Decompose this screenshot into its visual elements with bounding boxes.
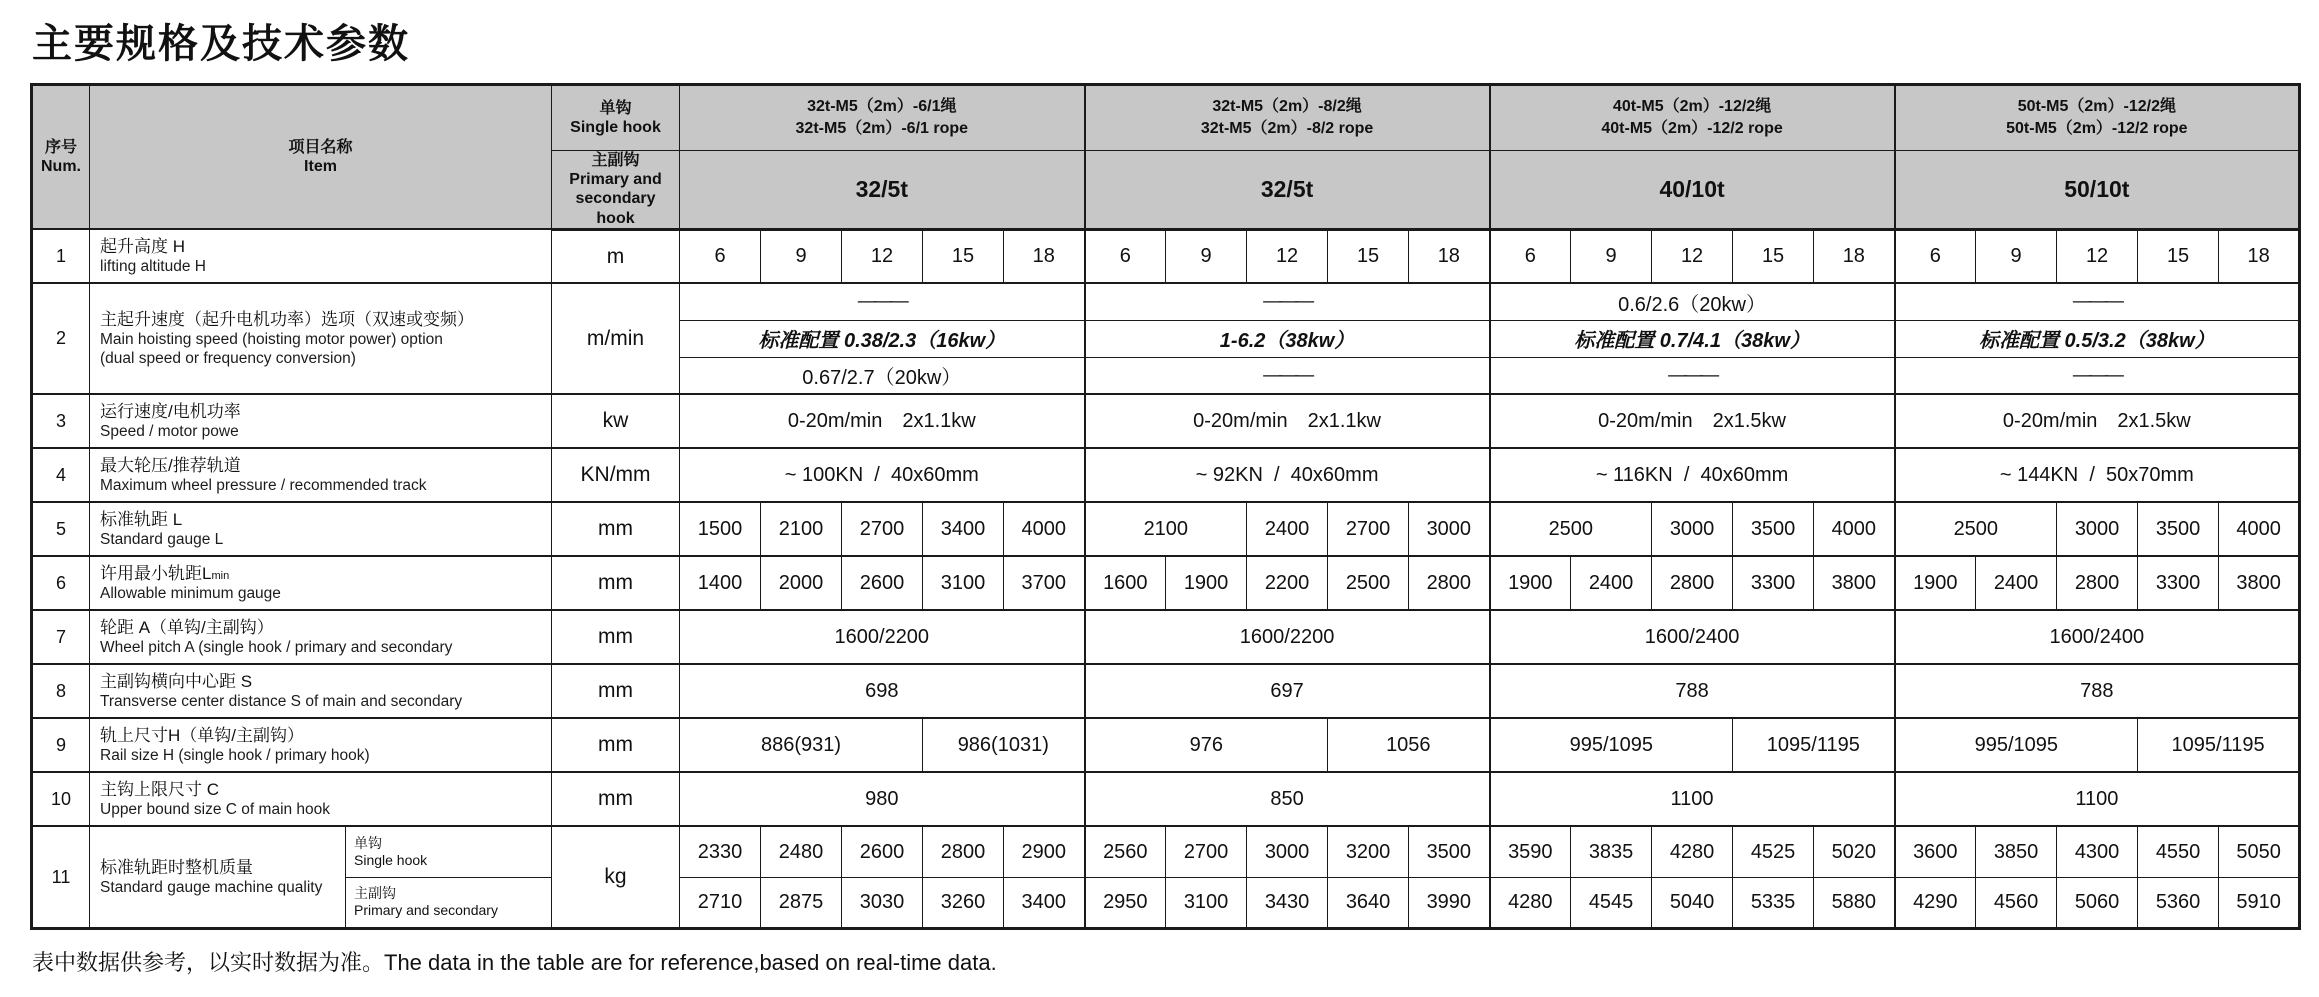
value-cell: 4000 — [1814, 502, 1895, 556]
value-cell: 2800 — [2057, 556, 2138, 610]
value-cell: 3990 — [1409, 877, 1490, 928]
value-cell: 12 — [842, 229, 923, 283]
value-cell: 2500 — [1328, 556, 1409, 610]
value-cell: 15 — [2138, 229, 2219, 283]
row-item-label: 标准轨距时整机质量 Standard gauge machine quality — [90, 826, 346, 928]
table-row-wheel-pitch — [32, 610, 2300, 664]
value-cell: 1095/1195 — [2138, 718, 2300, 772]
value-cell: 3500 — [2138, 502, 2219, 556]
value-cell: ——— — [1085, 357, 1490, 394]
value-cell: ~ 100KN / 40x60mm — [680, 448, 1085, 502]
value-cell: 12 — [1652, 229, 1733, 283]
row-unit: kw — [552, 394, 680, 448]
row-number: 1 — [32, 229, 90, 283]
value-cell: 5050 — [2219, 826, 2300, 877]
value-cell: 12 — [1247, 229, 1328, 283]
row-unit: mm — [552, 556, 680, 610]
value-cell: 2400 — [1976, 556, 2057, 610]
row-item-label: 运行速度/电机功率 Speed / motor powe — [90, 394, 552, 448]
table-row-standard-gauge — [32, 502, 2300, 556]
capacity-header: 32/5t — [1085, 151, 1490, 230]
value-cell: 3590 — [1490, 826, 1571, 877]
value-cell: ——— — [1490, 357, 1895, 394]
value-cell: 3400 — [923, 502, 1004, 556]
value-cell: 1900 — [1166, 556, 1247, 610]
value-cell: ~ 92KN / 40x60mm — [1085, 448, 1490, 502]
value-cell: 1-6.2（38kw） — [1085, 320, 1490, 357]
value-cell: 3300 — [1733, 556, 1814, 610]
value-cell: 1900 — [1490, 556, 1571, 610]
value-cell: 6 — [1490, 229, 1571, 283]
value-cell: 4545 — [1571, 877, 1652, 928]
table-row-wheel-pressure — [32, 448, 2300, 502]
value-cell: 3100 — [923, 556, 1004, 610]
value-cell: 2000 — [761, 556, 842, 610]
value-cell: 850 — [1085, 772, 1490, 826]
value-cell: 2560 — [1085, 826, 1166, 877]
value-cell: 5335 — [1733, 877, 1814, 928]
value-cell: 6 — [680, 229, 761, 283]
value-cell: 2900 — [1004, 826, 1085, 877]
value-cell: ——— — [1895, 357, 2300, 394]
value-cell: 标准配置 0.5/3.2（38kw） — [1895, 320, 2300, 357]
value-cell: 2600 — [842, 826, 923, 877]
table-row-machine-weight-primary-secondary — [32, 877, 2300, 928]
row-number: 2 — [32, 283, 90, 394]
value-cell: 12 — [2057, 229, 2138, 283]
reference-footnote: 表中数据供参考，以实时数据为准。The data in the table are for reference,based on real-time data. — [32, 949, 997, 975]
value-cell: 3100 — [1166, 877, 1247, 928]
group-header-50t-12-2: 50t-M5（2m）-12/2绳 50t-M5（2m）-12/2 rope — [1895, 85, 2300, 151]
table-row-rail-size — [32, 718, 2300, 772]
value-cell: 1095/1195 — [1733, 718, 1895, 772]
row-unit: mm — [552, 664, 680, 718]
row-unit: m/min — [552, 283, 680, 394]
row-number: 11 — [32, 826, 90, 928]
value-cell: 2100 — [761, 502, 842, 556]
value-cell: 0-20m/min 2x1.1kw — [1085, 394, 1490, 448]
value-cell: 1600/2200 — [680, 610, 1085, 664]
value-cell: 2875 — [761, 877, 842, 928]
value-cell: 1600/2400 — [1895, 610, 2300, 664]
table-row-upper-bound — [32, 772, 2300, 826]
value-cell: 5880 — [1814, 877, 1895, 928]
value-cell: 0-20m/min 2x1.5kw — [1490, 394, 1895, 448]
value-cell: 886(931) — [680, 718, 923, 772]
value-cell: 1600/2200 — [1085, 610, 1490, 664]
col-header-single-hook: 单钩 Single hook — [552, 85, 680, 151]
value-cell: 15 — [923, 229, 1004, 283]
value-cell: 1600 — [1085, 556, 1166, 610]
group-header-32t-6-1: 32t-M5（2m）-6/1绳 32t-M5（2m）-6/1 rope — [680, 85, 1085, 151]
value-cell: 995/1095 — [1895, 718, 2138, 772]
value-cell: 0-20m/min 2x1.5kw — [1895, 394, 2300, 448]
value-cell: 5020 — [1814, 826, 1895, 877]
capacity-header: 40/10t — [1490, 151, 1895, 230]
value-cell: 3835 — [1571, 826, 1652, 877]
row-number: 7 — [32, 610, 90, 664]
value-cell: 15 — [1733, 229, 1814, 283]
row-item-label: 主钩上限尺寸 C Upper bound size C of main hook — [90, 772, 552, 826]
table-row-travel-speed — [32, 394, 2300, 448]
value-cell: 698 — [680, 664, 1085, 718]
value-cell: 976 — [1085, 718, 1328, 772]
value-cell: 1100 — [1895, 772, 2300, 826]
value-cell: 9 — [761, 229, 842, 283]
value-cell: 3500 — [1409, 826, 1490, 877]
spec-table — [30, 83, 2301, 930]
value-cell: 18 — [1004, 229, 1085, 283]
value-cell: 5040 — [1652, 877, 1733, 928]
value-cell: 4300 — [2057, 826, 2138, 877]
table-row-center-distance — [32, 664, 2300, 718]
value-cell: 3600 — [1895, 826, 1976, 877]
value-cell: 4000 — [2219, 502, 2300, 556]
value-cell: 15 — [1328, 229, 1409, 283]
row-number: 8 — [32, 664, 90, 718]
row-unit: mm — [552, 772, 680, 826]
value-cell: 18 — [1409, 229, 1490, 283]
value-cell: 1400 — [680, 556, 761, 610]
value-cell: 9 — [1166, 229, 1247, 283]
value-cell: 697 — [1085, 664, 1490, 718]
row-unit: mm — [552, 718, 680, 772]
group-header-40t-12-2: 40t-M5（2m）-12/2绳 40t-M5（2m）-12/2 rope — [1490, 85, 1895, 151]
value-cell: ~ 144KN / 50x70mm — [1895, 448, 2300, 502]
value-cell: 4550 — [2138, 826, 2219, 877]
row-item-label: 主副钩横向中心距 S Transverse center distance S of main and secondary — [90, 664, 552, 718]
value-cell: 3000 — [1247, 826, 1328, 877]
row-item-label: 标准轨距 L Standard gauge L — [90, 502, 552, 556]
value-cell: 2100 — [1085, 502, 1247, 556]
hook-type-label-single: 单钩 Single hook — [346, 826, 552, 877]
row-number: 3 — [32, 394, 90, 448]
value-cell: 3200 — [1328, 826, 1409, 877]
hook-type-label-primary-secondary: 主副钩 Primary and secondary — [346, 877, 552, 928]
value-cell: 9 — [1976, 229, 2057, 283]
row-unit: mm — [552, 610, 680, 664]
row-number: 6 — [32, 556, 90, 610]
value-cell: 2800 — [1409, 556, 1490, 610]
row-number: 10 — [32, 772, 90, 826]
row-number: 4 — [32, 448, 90, 502]
value-cell: ——— — [1895, 283, 2300, 320]
value-cell: 3000 — [1409, 502, 1490, 556]
value-cell: 5360 — [2138, 877, 2219, 928]
value-cell: 2330 — [680, 826, 761, 877]
value-cell: 5910 — [2219, 877, 2300, 928]
capacity-header: 32/5t — [680, 151, 1085, 230]
value-cell: 2700 — [1166, 826, 1247, 877]
value-cell: 4290 — [1895, 877, 1976, 928]
row-item-label: 最大轮压/推荐轨道 Maximum wheel pressure / recommended track — [90, 448, 552, 502]
value-cell: ——— — [1085, 283, 1490, 320]
value-cell: 995/1095 — [1490, 718, 1733, 772]
value-cell: 2600 — [842, 556, 923, 610]
col-header-primary-secondary-hook: 主副钩 Primary and secondary hook — [552, 151, 680, 230]
value-cell: 3000 — [2057, 502, 2138, 556]
capacity-header: 50/10t — [1895, 151, 2300, 230]
row-item-label: 轮距 A（单钩/主副钩） Wheel pitch A (single hook / primary and secondary — [90, 610, 552, 664]
value-cell: 2800 — [1652, 556, 1733, 610]
value-cell: 2480 — [761, 826, 842, 877]
value-cell: ~ 116KN / 40x60mm — [1490, 448, 1895, 502]
value-cell: 788 — [1490, 664, 1895, 718]
row-number: 5 — [32, 502, 90, 556]
table-row-lifting-altitude — [32, 229, 2300, 283]
row-unit: KN/mm — [552, 448, 680, 502]
value-cell: 3700 — [1004, 556, 1085, 610]
value-cell: 4000 — [1004, 502, 1085, 556]
value-cell: 6 — [1085, 229, 1166, 283]
value-cell: 5060 — [2057, 877, 2138, 928]
value-cell: 3640 — [1328, 877, 1409, 928]
value-cell: 0.67/2.7（20kw） — [680, 357, 1085, 394]
value-cell: 6 — [1895, 229, 1976, 283]
value-cell: 2500 — [1895, 502, 2057, 556]
row-item-label: 许用最小轨距Lmin Allowable minimum gauge — [90, 556, 552, 610]
value-cell: 2200 — [1247, 556, 1328, 610]
value-cell: 4525 — [1733, 826, 1814, 877]
value-cell: 4560 — [1976, 877, 2057, 928]
row-unit: m — [552, 229, 680, 283]
value-cell: 986(1031) — [923, 718, 1085, 772]
row-number: 9 — [32, 718, 90, 772]
page-title: 主要规格及技术参数 — [32, 22, 410, 66]
value-cell: 标准配置 0.38/2.3（16kw） — [680, 320, 1085, 357]
value-cell: 3850 — [1976, 826, 2057, 877]
value-cell: 1056 — [1328, 718, 1490, 772]
value-cell: 0-20m/min 2x1.1kw — [680, 394, 1085, 448]
value-cell: 2800 — [923, 826, 1004, 877]
value-cell: 1900 — [1895, 556, 1976, 610]
value-cell: 2950 — [1085, 877, 1166, 928]
col-header-num: 序号 Num. — [32, 85, 90, 230]
table-row-minimum-gauge — [32, 556, 2300, 610]
row-item-label: 轨上尺寸H（单钩/主副钩） Rail size H (single hook / primary hook) — [90, 718, 552, 772]
value-cell: 4280 — [1652, 826, 1733, 877]
value-cell: 1500 — [680, 502, 761, 556]
table-row-machine-weight-single — [32, 826, 2300, 877]
value-cell: 3400 — [1004, 877, 1085, 928]
value-cell: 1100 — [1490, 772, 1895, 826]
row-unit: kg — [552, 826, 680, 928]
row-unit: mm — [552, 502, 680, 556]
value-cell: 2400 — [1571, 556, 1652, 610]
value-cell: ——— — [680, 283, 1085, 320]
value-cell: 2710 — [680, 877, 761, 928]
row-item-label: 起升高度 H lifting altitude H — [90, 229, 552, 283]
value-cell: 2700 — [1328, 502, 1409, 556]
value-cell: 3430 — [1247, 877, 1328, 928]
value-cell: 3300 — [2138, 556, 2219, 610]
table-row-hoisting-speed — [32, 283, 2300, 320]
value-cell: 3260 — [923, 877, 1004, 928]
row-item-label: 主起升速度（起升电机功率）选项（双速或变频） Main hoisting speed (hoisting motor power) option (dual speed or frequency conversion) — [90, 283, 552, 394]
value-cell: 3000 — [1652, 502, 1733, 556]
value-cell: 18 — [2219, 229, 2300, 283]
col-header-item: 项目名称 Item — [90, 85, 552, 230]
value-cell: 4280 — [1490, 877, 1571, 928]
group-header-32t-8-2: 32t-M5（2m）-8/2绳 32t-M5（2m）-8/2 rope — [1085, 85, 1490, 151]
value-cell: 3800 — [1814, 556, 1895, 610]
value-cell: 3800 — [2219, 556, 2300, 610]
value-cell: 3500 — [1733, 502, 1814, 556]
value-cell: 1600/2400 — [1490, 610, 1895, 664]
value-cell: 9 — [1571, 229, 1652, 283]
value-cell: 3030 — [842, 877, 923, 928]
value-cell: 2500 — [1490, 502, 1652, 556]
value-cell: 980 — [680, 772, 1085, 826]
value-cell: 2700 — [842, 502, 923, 556]
value-cell: 标准配置 0.7/4.1（38kw） — [1490, 320, 1895, 357]
value-cell: 0.6/2.6（20kw） — [1490, 283, 1895, 320]
value-cell: 788 — [1895, 664, 2300, 718]
value-cell: 18 — [1814, 229, 1895, 283]
value-cell: 2400 — [1247, 502, 1328, 556]
